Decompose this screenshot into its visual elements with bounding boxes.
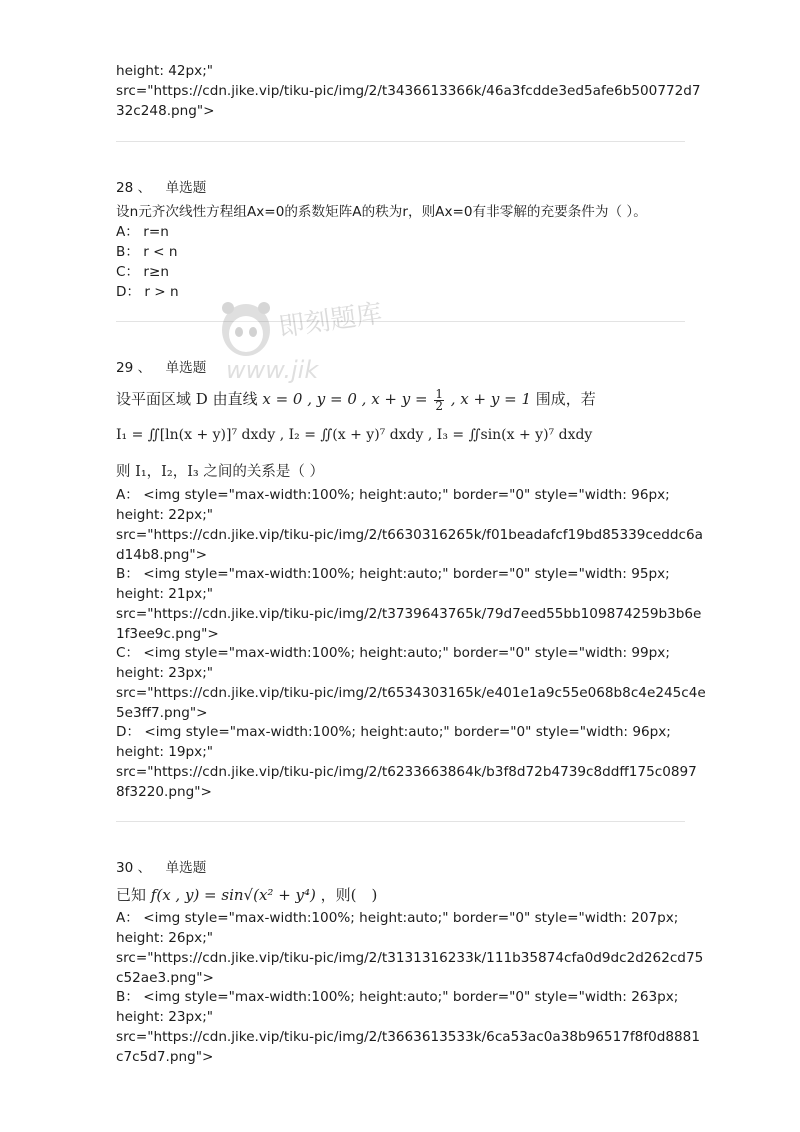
question-number: 30 、 bbox=[116, 860, 152, 876]
question-stem-math bbox=[116, 388, 596, 412]
option-text-line: src="https://cdn.jike.vip/tiku-pic/img/2/t3663613533k/6ca53ac0a38b96517f8f0d8881 bbox=[116, 1029, 700, 1045]
option-letter: D： bbox=[116, 284, 141, 300]
divider bbox=[116, 321, 685, 322]
option-text-line: 1f3ee9c.png"> bbox=[116, 626, 219, 642]
divider bbox=[116, 821, 685, 822]
option-a bbox=[116, 222, 169, 242]
option-letter: B： bbox=[116, 989, 139, 1005]
option-text-line: height: 23px;" bbox=[116, 665, 214, 681]
option-text-line: height: 19px;" bbox=[116, 744, 214, 760]
option-text-line: src="https://cdn.jike.vip/tiku-pic/img/2/t6534303165k/e401e1a9c55e068b8c4e245c4e bbox=[116, 685, 706, 701]
stem-equation: f(x , y) = sin√(x² + y⁴) bbox=[150, 886, 316, 904]
stem-suffix: ，则( ) bbox=[320, 886, 378, 904]
question-header-29 bbox=[116, 358, 206, 378]
question-prompt: 则 I₁，I₂，I₃ 之间的关系是（ ） bbox=[116, 464, 324, 480]
question-stem-math bbox=[116, 884, 377, 906]
option-text-line: 8f3220.png"> bbox=[116, 784, 212, 800]
question-type: 单选题 bbox=[165, 360, 207, 376]
fragment-line: height: 42px;" bbox=[116, 63, 214, 79]
option-d bbox=[116, 722, 671, 742]
option-text: r≥n bbox=[143, 264, 170, 280]
option-text: r=n bbox=[143, 224, 169, 240]
option-text: <img style="max-width:100%; height:auto;" border="0" style="width: 207px; bbox=[143, 910, 679, 926]
stem-prefix: 已知 bbox=[116, 886, 147, 904]
option-letter: C： bbox=[116, 645, 140, 661]
question-stem: 设n元齐次线性方程组Ax=0的系数矩阵A的秩为r，则Ax=0有非零解的充要条件为（ ）。 bbox=[116, 204, 647, 220]
option-text: <img style="max-width:100%; height:auto;" border="0" style="width: 96px; bbox=[144, 724, 671, 740]
option-letter: A： bbox=[116, 224, 139, 240]
option-text: <img style="max-width:100%; height:auto;" border="0" style="width: 95px; bbox=[143, 566, 670, 582]
option-b bbox=[116, 242, 178, 262]
option-letter: A： bbox=[116, 910, 139, 926]
fragment-line: 32c248.png"> bbox=[116, 103, 215, 119]
option-a bbox=[116, 485, 670, 505]
option-text-line: src="https://cdn.jike.vip/tiku-pic/img/2/t3131316233k/111b35874cfa0d9dc2d262cd75 bbox=[116, 950, 704, 966]
question-number: 29 、 bbox=[116, 360, 152, 376]
option-text-line: height: 26px;" bbox=[116, 930, 214, 946]
option-letter: B： bbox=[116, 244, 139, 260]
option-c bbox=[116, 262, 169, 282]
option-b bbox=[116, 564, 670, 584]
integral-definitions bbox=[116, 422, 592, 448]
stem-equation-2: , x + y = 1 bbox=[450, 390, 531, 408]
stem-equation: x = 0 , y = 0 , x + y = bbox=[262, 390, 433, 408]
watermark-brand: 即刻题库 bbox=[276, 298, 384, 343]
option-text-line: src="https://cdn.jike.vip/tiku-pic/img/2/t6233663864k/b3f8d72b4739c8ddff175c0897 bbox=[116, 764, 697, 780]
option-text: <img style="max-width:100%; height:auto;" border="0" style="width: 263px; bbox=[143, 989, 679, 1005]
fragment-line: src="https://cdn.jike.vip/tiku-pic/img/2/t3436613366k/46a3fcdde3ed5afe6b500772d7 bbox=[116, 83, 701, 99]
question-type: 单选题 bbox=[165, 180, 207, 196]
option-text-line: src="https://cdn.jike.vip/tiku-pic/img/2/t3739643765k/79d7eed55bb109874259b3b6e bbox=[116, 606, 702, 622]
fraction-denominator: 2 bbox=[435, 398, 443, 413]
option-text: <img style="max-width:100%; height:auto;" border="0" style="width: 96px; bbox=[143, 487, 670, 503]
option-letter: A： bbox=[116, 487, 139, 503]
option-text-line: d14b8.png"> bbox=[116, 547, 208, 563]
option-text-line: height: 22px;" bbox=[116, 507, 214, 523]
option-text-line: src="https://cdn.jike.vip/tiku-pic/img/2/t6630316265k/f01beadafcf19bd85339ceddc6a bbox=[116, 527, 703, 543]
option-letter: C： bbox=[116, 264, 140, 280]
fraction bbox=[434, 386, 444, 413]
option-c bbox=[116, 643, 670, 663]
question-type: 单选题 bbox=[165, 860, 207, 876]
option-text-line: height: 21px;" bbox=[116, 586, 214, 602]
stem-suffix: 围成，若 bbox=[535, 390, 596, 408]
option-text-line: 5e3ff7.png"> bbox=[116, 705, 208, 721]
option-text-line: c7c5d7.png"> bbox=[116, 1049, 214, 1065]
stem-prefix: 设平面区域 D 由直线 bbox=[116, 390, 258, 408]
option-a bbox=[116, 908, 678, 928]
option-text: <img style="max-width:100%; height:auto;" border="0" style="width: 99px; bbox=[143, 645, 670, 661]
question-number: 28 、 bbox=[116, 180, 152, 196]
question-header-28 bbox=[116, 178, 206, 198]
divider bbox=[116, 141, 685, 142]
option-b bbox=[116, 987, 678, 1007]
option-text: r > n bbox=[144, 284, 179, 300]
option-text-line: height: 23px;" bbox=[116, 1009, 214, 1025]
watermark-url: www.jik bbox=[226, 356, 319, 384]
fraction-numerator: 1 bbox=[435, 386, 443, 401]
option-letter: D： bbox=[116, 724, 141, 740]
option-text-line: c52ae3.png"> bbox=[116, 970, 214, 986]
option-letter: B： bbox=[116, 566, 139, 582]
integral-expression: I₁ = ∬[ln(x + y)]⁷ dxdy , I₂ = ∬(x + y)⁷ dxdy , I₃ = ∬sin(x + y)⁷ dxdy bbox=[116, 427, 593, 443]
option-d bbox=[116, 282, 179, 302]
question-header-30 bbox=[116, 858, 206, 878]
option-text: r < n bbox=[143, 244, 178, 260]
panda-watermark-logo bbox=[214, 288, 444, 388]
